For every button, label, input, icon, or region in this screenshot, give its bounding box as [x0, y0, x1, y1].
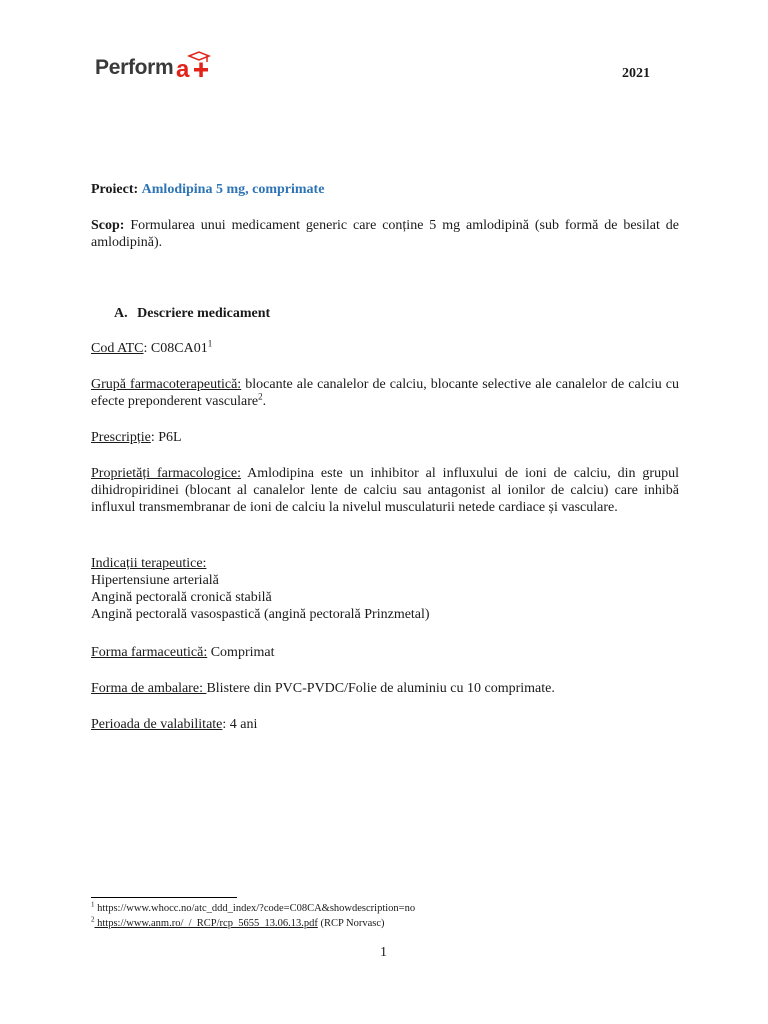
logo-mark-a-plus-icon [175, 50, 215, 84]
validity-label: Perioada de valabilitate [91, 717, 223, 732]
logo-text: Perform [95, 56, 174, 79]
indications-label: Indicații terapeutice: [91, 556, 207, 571]
project-line [91, 181, 324, 198]
footnote-number: 2 [91, 915, 95, 924]
indication-item: Angină pectorală vasospastică (angină pectorală Prinzmetal) [91, 607, 430, 622]
section-letter: A. [114, 306, 128, 321]
scope-text: Formularea unui medicament generic care conține 5 mg amlodipină (sub formă de besilat de amlodipină). [91, 218, 679, 250]
indication-item: Angină pectorală cronică stabilă [91, 590, 272, 605]
scope-paragraph [91, 217, 679, 251]
group-value: blocante ale canalelor de calciu, blocante selective ale canalelor de calciu cu efecte preponderent vasculare [91, 377, 679, 409]
footnote-separator [91, 897, 237, 898]
svg-text:a: a [176, 56, 190, 83]
atc-footnote-ref[interactable]: 1 [207, 338, 213, 349]
packaging-value: Blistere din PVC-PVDC/Folie de aluminiu cu 10 comprimate. [206, 681, 555, 696]
prescription-label: Prescripție [91, 430, 151, 445]
section-title: Descriere medicament [137, 306, 271, 321]
footnote-number: 1 [91, 900, 95, 909]
footnote-suffix: (RCP Norvasc) [317, 918, 385, 929]
properties-label: Proprietăți farmacologice: [91, 466, 241, 481]
form-value: Comprimat [207, 645, 275, 660]
properties-value: Amlodipina este un inhibitor al influxului de ioni de calciu, din grupul dihidropiridinei (blocant al canalelor lente de calciu sau antagonist al ionilor de calciu) care inhibă influxul transmembranar de ioni de calciu la nivelul musculaturii netede cardiace și vasculare. [91, 466, 679, 515]
group-field [91, 376, 679, 410]
scope-label: Scop: [91, 218, 125, 233]
year: 2021 [622, 66, 650, 81]
page-number: 1 [380, 945, 387, 960]
footnote-2 [91, 917, 385, 930]
group-label: Grupă farmacoterapeutică: [91, 377, 242, 392]
project-title: Amlodipina 5 mg, comprimate [141, 182, 325, 197]
group-footnote-ref[interactable]: 2 [258, 391, 263, 402]
validity-field [91, 716, 257, 733]
atc-field [91, 340, 212, 357]
form-field [91, 644, 275, 661]
validity-value: 4 ani [226, 717, 258, 732]
form-label: Forma farmaceutică: [91, 645, 208, 660]
prescription-value: P6L [154, 430, 182, 445]
footnote-link[interactable]: https://www.whocc.no/atc_ddd_index/?code=C08CA&showdescription=no [94, 903, 416, 914]
atc-label: Cod ATC [91, 341, 144, 356]
group-end: . [262, 394, 267, 409]
section-heading [114, 305, 270, 322]
footnote-link[interactable]: https://www.anm.ro/_/_RCP/rcp_5655_13.06.13.pdf [94, 918, 318, 929]
validity-sep: : [222, 717, 227, 732]
perform-logo [93, 50, 213, 84]
indications-field [91, 555, 430, 623]
packaging-label: Forma de ambalare: [91, 681, 207, 696]
footnote-1 [91, 902, 415, 915]
prescription-field [91, 429, 182, 446]
atc-sep: : [143, 341, 148, 356]
prescription-sep: : [150, 430, 155, 445]
properties-field [91, 465, 679, 516]
packaging-field [91, 680, 555, 697]
indication-item: Hipertensiune arterială [91, 573, 219, 588]
project-label: Proiect: [91, 182, 139, 197]
atc-value: C08CA01 [147, 341, 208, 356]
